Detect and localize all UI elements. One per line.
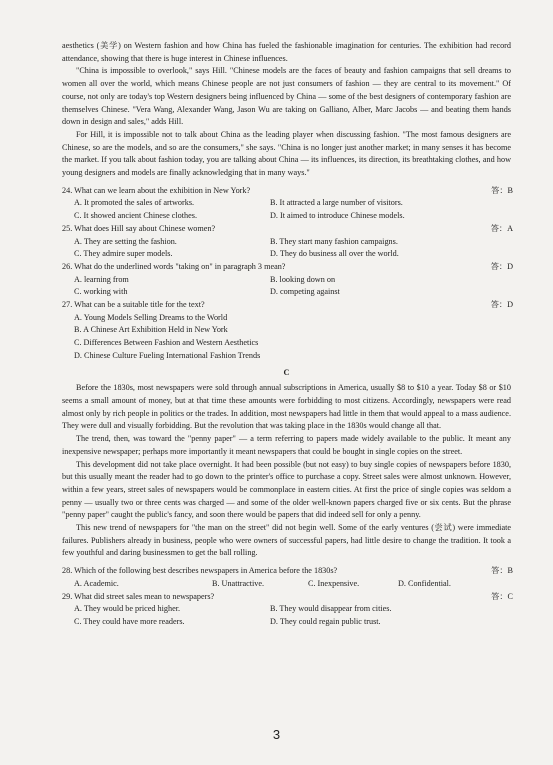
option-b: B. Unattractive.: [212, 578, 265, 588]
passage-c-paragraph: This new trend of newspapers for "the man on the street" did not begin well. Some of the early ventures (尝试) were immediate failures. Publishers already in business, people who were owners of successful papers, had little desire to change the tradition. It took a few youthful and daring businessmen to get the ball rolling.: [62, 523, 511, 558]
answer-note: 答：D: [490, 300, 513, 310]
option-d: D. They do business all over the world.: [270, 249, 399, 259]
passage-c-paragraph: Before the 1830s, most newspapers were sold through annual subscriptions in America, usually $8 to $10 a year. Today $8 or $10 seems a small amount of money, but at that time these amounts were forbidding to most citizens. Accordingly, newspapers were read almost only by rich people in politics or the trades. In addition, most newspapers had little in them that would appeal to a mass audience. They were dull and visually forbidding. But the revolution that was taking place in the 1830s would change all that.: [62, 383, 511, 431]
option-c: C. working with: [74, 287, 128, 297]
option-c: C. It showed ancient Chinese clothes.: [74, 211, 198, 221]
option-a: A. Young Models Selling Dreams to the World: [74, 312, 228, 322]
option-c: C. They could have more readers.: [74, 616, 185, 626]
option-a: A. They would be priced higher.: [74, 604, 181, 614]
question-29: [62, 591, 511, 629]
option-d: D. They could regain public trust.: [270, 616, 381, 626]
option-b: B. looking down on: [270, 274, 336, 284]
question-stem: 25. What does Hill say about Chinese women?: [62, 223, 216, 233]
option-a: A. It promoted the sales of artworks.: [74, 198, 195, 208]
option-c: C. Differences Between Fashion and Western Aesthetics: [74, 338, 259, 348]
passage-b-paragraph: For Hill, it is impossible not to talk about China as the leading player when discussing fashion. "The most famous designers are Chinese, so are the models, and so are the consumers," she says. "China is no longer just another market; in many senses it has become the market. If you talk about fashion today, you are talking about China — its influences, its direction, its breathtaking clothes, and how young designers and models are finally acknowledging that in many ways.": [62, 129, 511, 178]
page-number: 3: [272, 727, 281, 742]
option-d: D. Chinese Culture Fueling International Fashion Trends: [74, 350, 261, 360]
answer-note: 答：B: [491, 185, 513, 195]
option-c: C. They admire super models.: [74, 249, 173, 259]
section-heading: C: [283, 367, 290, 377]
question-28: [62, 565, 511, 590]
question-26: [62, 261, 511, 299]
option-b: B. They start many fashion campaigns.: [270, 236, 398, 246]
option-b: B. A Chinese Art Exhibition Held in New York: [74, 325, 228, 335]
passage-b-paragraph: "China is impossible to overlook," says Hill. "Chinese models are the faces of beauty and fashion campaigns that sell dreams to women all over the world, which means Chinese people are not just consumers of fashion — they are central to its movement." Of course, not only are today's top Western designers being influenced by China — some of the best designers of contemporary fashion are themselves Chinese. "Vera Wang, Alexander Wang, Jason Wu are taking on Galliano, Alber, Marc Jacobs — and beating them hands down in design and sales," adds Hill.: [62, 66, 511, 127]
passage-c-paragraph: The trend, then, was toward the "penny paper" — a term referring to papers made widely available to the public. It meant any inexpensive newspaper; perhaps more importantly it meant newspapers that could be bought in single copies on the street.: [62, 434, 511, 456]
question-stem: 24. What can we learn about the exhibition in New York?: [62, 185, 251, 195]
question-24: [62, 185, 511, 223]
answer-note: 答：C: [491, 591, 513, 601]
passage-b-paragraph: aesthetics (美学) on Western fashion and how China has fueled the fashionable imagination for centuries. The exhibition had record attendance, showing that there is huge interest in Chinese influences.: [62, 41, 511, 63]
option-b: B. It attracted a large number of visitors.: [270, 198, 403, 208]
question-stem: 29. What did street sales mean to newspapers?: [62, 591, 215, 601]
option-a: A. They are setting the fashion.: [74, 236, 177, 246]
option-d: D. Confidential.: [398, 578, 451, 588]
option-a: A. learning from: [74, 274, 129, 284]
question-stem: 27. What can be a suitable title for the text?: [62, 300, 205, 310]
answer-note: 答：D: [490, 261, 513, 271]
passage-c-paragraph: This development did not take place overnight. It had been possible (but not easy) to buy single copies of newspapers before 1830, but this usually meant the reader had to go down to the printer's office to purchase a copy. Street sales were almost unknown. However, within a few years, street sales of newspapers would be commonplace in eastern cities. At first the price of single copies was seldom a penny — usually two or three cents was charged — and some of the older well-known papers charged five or six cents. But the phrase "penny paper" caught the public's fancy, and soon there would be papers that did indeed sell for only a penny.: [62, 459, 511, 520]
option-a: A. Academic.: [74, 578, 119, 588]
question-stem: 28. Which of the following best describes newspapers in America before the 1830s?: [62, 566, 338, 576]
question-25: [62, 223, 511, 261]
option-d: D. competing against: [270, 287, 340, 297]
option-b: B. They would disappear from cities.: [270, 604, 392, 614]
answer-note: 答：B: [491, 566, 513, 576]
question-27: [62, 299, 511, 363]
question-stem: 26. What do the underlined words "taking on" in paragraph 3 mean?: [62, 261, 286, 271]
answer-note: 答：A: [490, 223, 513, 233]
option-d: D. It aimed to introduce Chinese models.: [270, 211, 405, 221]
option-c: C. Inexpensive.: [308, 578, 360, 588]
